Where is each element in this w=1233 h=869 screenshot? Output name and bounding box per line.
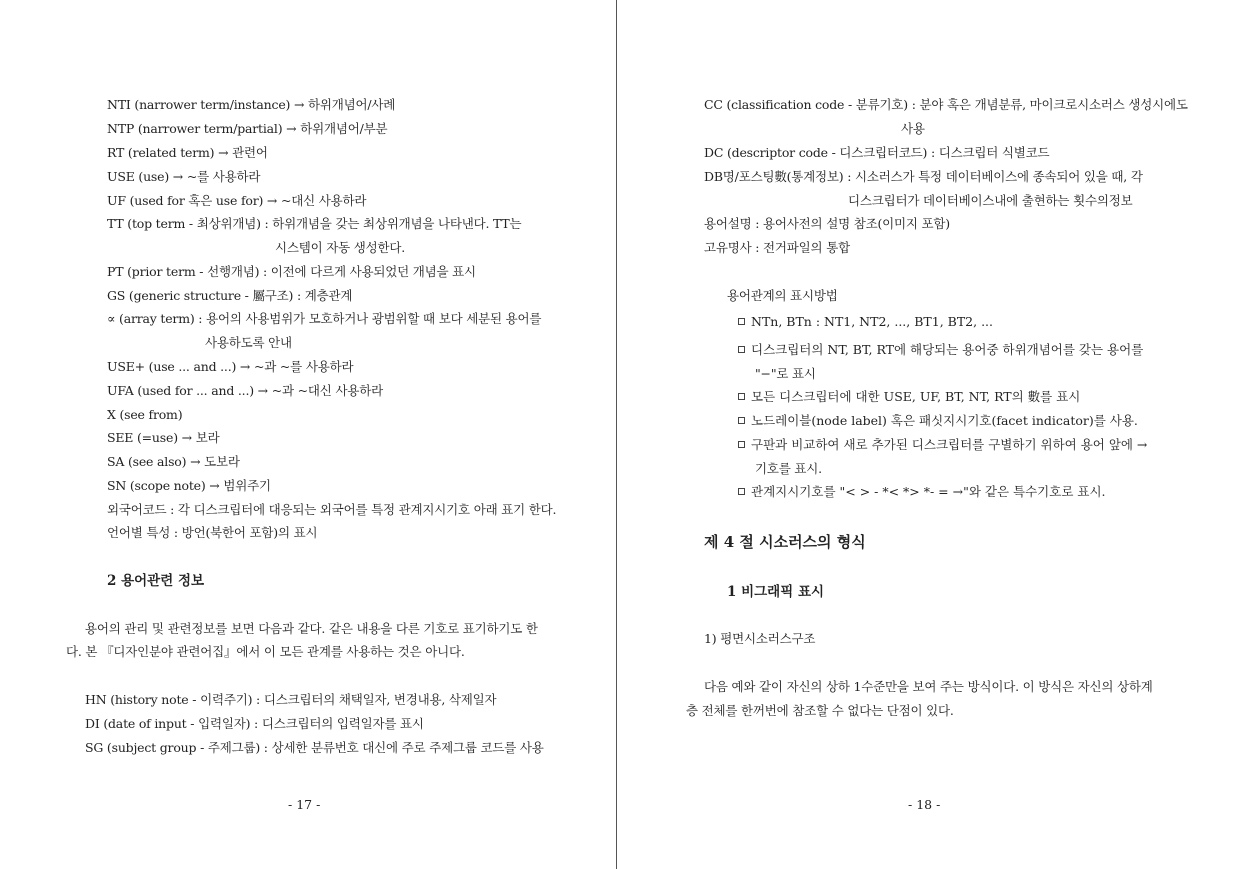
page-divider	[616, 0, 617, 869]
text-line: 시스템이 자동 생성한다.	[275, 240, 406, 255]
text-line: USE+ (use ... and ...) → ~과 ~를 사용하라	[107, 359, 354, 374]
bullet-square-icon	[738, 417, 745, 424]
text-line: CC (classification code - 분류기호) : 분야 혹은 개념분류, 마이크로시소러스 생성시에도	[704, 97, 1188, 112]
subheading: 용어관계의 표시방법	[727, 288, 838, 303]
bullet-square-icon	[738, 346, 745, 353]
section-heading: 제 4 절 시소러스의 형식	[704, 533, 866, 551]
text-line: X (see from)	[107, 407, 183, 422]
right-page	[618, 0, 1233, 869]
bullet-text: 노드레이블(node label) 혹은 패싯지시기호(facet indicator)를 사용.	[751, 413, 1138, 428]
text-line: SN (scope note) → 범위주기	[107, 478, 271, 493]
text-line: SA (see also) → 도보라	[107, 454, 240, 469]
paragraph-line: 층 전체를 한꺼번에 참조할 수 없다는 단점이 있다.	[686, 703, 954, 718]
text-line: 고유명사 : 전거파일의 통합	[704, 240, 850, 255]
text-line: 외국어코드 : 각 디스크립터에 대응되는 외국어를 특정 관계지시기호 아래 표기 한다.	[107, 502, 557, 517]
bullet-text: 구판과 비교하여 새로 추가된 디스크립터를 구별하기 위하여 용어 앞에 →	[751, 437, 1148, 452]
text-line: TT (top term - 최상위개념) : 하위개념을 갖는 최상위개념을 나타낸다. TT는	[107, 216, 522, 231]
bullet-item	[738, 437, 1147, 453]
text-line: 용어설명 : 용어사전의 설명 참조(이미지 포함)	[704, 216, 950, 231]
section-heading: 2 용어관련 정보	[107, 573, 205, 589]
bullet-square-icon	[738, 318, 745, 325]
text-line: UFA (used for ... and ...) → ~과 ~대신 사용하라	[107, 383, 383, 398]
text-line: GS (generic structure - 屬구조) : 계층관계	[107, 288, 353, 303]
page-number: - 18 -	[908, 797, 941, 812]
bullet-item	[738, 342, 1143, 358]
bullet-square-icon	[738, 441, 745, 448]
text-line: DC (descriptor code - 디스크립터코드) : 디스크립터 식별코드	[704, 145, 1050, 160]
text-line: SEE (=use) → 보라	[107, 430, 220, 445]
text-line: HN (history note - 이력주기) : 디스크립터의 채택일자, 변경내용, 삭제일자	[85, 692, 497, 707]
text-line: 사용	[901, 121, 925, 136]
bullet-square-icon	[738, 488, 745, 495]
bullet-text: NTn, BTn : NT1, NT2, ..., BT1, BT2, ...	[751, 314, 993, 329]
page-number: - 17 -	[288, 797, 321, 812]
text-line: DB명/포스팅數(통계정보) : 시소러스가 특정 데이터베이스에 종속되어 있을 때, 각	[704, 169, 1143, 184]
bullet-square-icon	[738, 393, 745, 400]
paragraph-line: 다음 예와 같이 자신의 상하 1수준만을 보여 주는 방식이다. 이 방식은 자신의 상하계	[704, 679, 1153, 694]
text-line: NTI (narrower term/instance) → 하위개념어/사례	[107, 97, 396, 112]
bullet-item	[738, 413, 1138, 429]
text-line: DI (date of input - 입력일자) : 디스크립터의 입력일자를 표시	[85, 716, 424, 731]
bullet-item	[738, 484, 1106, 500]
text-line: NTP (narrower term/partial) → 하위개념어/부분	[107, 121, 388, 136]
bullet-item	[738, 389, 1080, 405]
bullet-continuation: 기호를 표시.	[755, 461, 822, 476]
subsection-title: 1) 평면시소러스구조	[704, 631, 816, 646]
bullet-text: 관계지시기호를 "< > - *< *> *- = →"와 같은 특수기호로 표시.	[751, 484, 1106, 499]
paragraph-line: 다. 본 『디자인분야 관련어집』에서 이 모든 관계를 사용하는 것은 아니다.	[66, 644, 465, 659]
text-line: ∝ (array term) : 용어의 사용범위가 모호하거나 광범위할 때 보다 세분된 용어를	[107, 311, 542, 326]
paragraph-line: 용어의 관리 및 관련정보를 보면 다음과 같다. 같은 내용을 다른 기호로 표기하기도 한	[85, 621, 538, 636]
text-line: 사용하도록 안내	[205, 335, 292, 350]
text-line: RT (related term) → 관련어	[107, 145, 268, 160]
bullet-text: 디스크립터의 NT, BT, RT에 해당되는 용어중 하위개념어를 갖는 용어를	[751, 342, 1144, 357]
text-line: 디스크립터가 데이터베이스내에 출현하는 횟수의정보	[848, 193, 1133, 208]
text-line: SG (subject group - 주제그룹) : 상세한 분류번호 대신에 주로 주제그룹 코드를 사용	[85, 740, 544, 755]
text-line: USE (use) → ~를 사용하라	[107, 169, 261, 184]
text-line: 언어별 특성 : 방언(북한어 포함)의 표시	[107, 525, 318, 540]
text-line: PT (prior term - 선행개념) : 이전에 다르게 사용되었던 개념을 표시	[107, 264, 476, 279]
bullet-item	[738, 314, 993, 330]
text-line: UF (used for 혹은 use for) → ~대신 사용하라	[107, 193, 367, 208]
left-page	[0, 0, 616, 869]
bullet-text: 모든 디스크립터에 대한 USE, UF, BT, NT, RT의 數를 표시	[751, 389, 1081, 404]
bullet-continuation: "−"로 표시	[755, 366, 816, 381]
subsection-heading: 1 비그래픽 표시	[727, 584, 825, 600]
